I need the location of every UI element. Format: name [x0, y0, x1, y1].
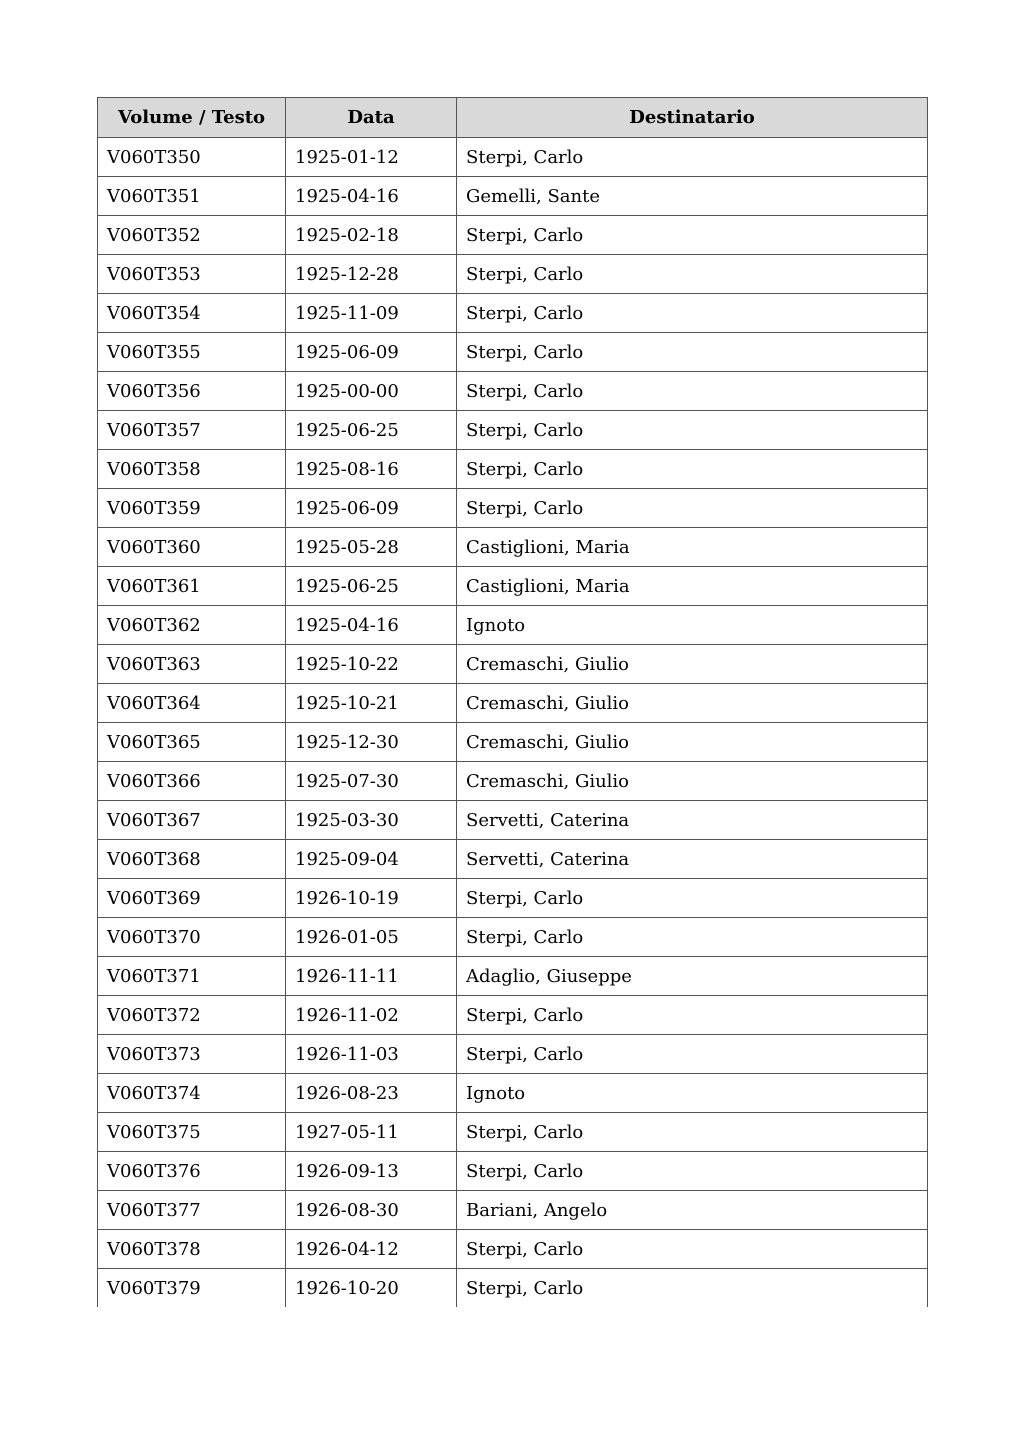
cell-volume: V060T373	[98, 1035, 286, 1074]
cell-date: 1926-04-12	[286, 1230, 457, 1269]
table-row	[98, 138, 928, 177]
cell-recipient: Sterpi, Carlo	[457, 489, 928, 528]
cell-volume: V060T367	[98, 801, 286, 840]
cell-date: 1925-12-28	[286, 255, 457, 294]
table-row	[98, 918, 928, 957]
cell-date: 1926-10-19	[286, 879, 457, 918]
cell-recipient: Sterpi, Carlo	[457, 411, 928, 450]
header-row	[98, 98, 928, 138]
cell-volume: V060T350	[98, 138, 286, 177]
cell-date: 1927-05-11	[286, 1113, 457, 1152]
cell-recipient: Adaglio, Giuseppe	[457, 957, 928, 996]
cell-date: 1926-11-11	[286, 957, 457, 996]
cell-recipient: Gemelli, Sante	[457, 177, 928, 216]
cell-recipient: Sterpi, Carlo	[457, 333, 928, 372]
cell-volume: V060T376	[98, 1152, 286, 1191]
table-row	[98, 489, 928, 528]
cell-date: 1925-04-16	[286, 606, 457, 645]
table-row	[98, 723, 928, 762]
table-row	[98, 372, 928, 411]
cell-date: 1925-07-30	[286, 762, 457, 801]
cell-date: 1925-05-28	[286, 528, 457, 567]
cell-volume: V060T356	[98, 372, 286, 411]
cell-recipient: Bariani, Angelo	[457, 1191, 928, 1230]
cell-recipient: Sterpi, Carlo	[457, 1269, 928, 1308]
cell-recipient: Sterpi, Carlo	[457, 450, 928, 489]
cell-date: 1926-08-23	[286, 1074, 457, 1113]
table-row	[98, 762, 928, 801]
cell-date: 1925-10-21	[286, 684, 457, 723]
cell-recipient: Sterpi, Carlo	[457, 1035, 928, 1074]
cell-recipient: Sterpi, Carlo	[457, 996, 928, 1035]
cell-recipient: Sterpi, Carlo	[457, 138, 928, 177]
cell-recipient: Sterpi, Carlo	[457, 1113, 928, 1152]
cell-recipient: Cremaschi, Giulio	[457, 762, 928, 801]
cell-volume: V060T372	[98, 996, 286, 1035]
cell-volume: V060T363	[98, 645, 286, 684]
cell-date: 1925-08-16	[286, 450, 457, 489]
cell-recipient: Sterpi, Carlo	[457, 255, 928, 294]
cell-recipient: Servetti, Caterina	[457, 801, 928, 840]
cell-date: 1925-06-25	[286, 411, 457, 450]
cell-volume: V060T371	[98, 957, 286, 996]
cell-volume: V060T354	[98, 294, 286, 333]
cell-date: 1926-10-20	[286, 1269, 457, 1308]
cell-date: 1925-03-30	[286, 801, 457, 840]
cell-recipient: Sterpi, Carlo	[457, 294, 928, 333]
cell-date: 1925-11-09	[286, 294, 457, 333]
table-row	[98, 1113, 928, 1152]
table-row	[98, 840, 928, 879]
cell-volume: V060T368	[98, 840, 286, 879]
cell-volume: V060T370	[98, 918, 286, 957]
table-row	[98, 1035, 928, 1074]
cell-date: 1926-01-05	[286, 918, 457, 957]
cell-date: 1925-06-09	[286, 333, 457, 372]
cell-volume: V060T361	[98, 567, 286, 606]
cell-recipient: Sterpi, Carlo	[457, 1230, 928, 1269]
cell-volume: V060T365	[98, 723, 286, 762]
table-row	[98, 567, 928, 606]
cell-recipient: Sterpi, Carlo	[457, 216, 928, 255]
column-header-recipient: Destinatario	[457, 98, 928, 138]
cell-recipient: Cremaschi, Giulio	[457, 723, 928, 762]
cell-recipient: Castiglioni, Maria	[457, 567, 928, 606]
cell-date: 1925-02-18	[286, 216, 457, 255]
cell-recipient: Sterpi, Carlo	[457, 372, 928, 411]
cell-date: 1925-12-30	[286, 723, 457, 762]
cell-date: 1926-11-03	[286, 1035, 457, 1074]
cell-date: 1925-06-09	[286, 489, 457, 528]
cell-recipient: Servetti, Caterina	[457, 840, 928, 879]
table-row	[98, 1269, 928, 1308]
cell-volume: V060T360	[98, 528, 286, 567]
table-row	[98, 411, 928, 450]
table-row	[98, 294, 928, 333]
cell-date: 1926-09-13	[286, 1152, 457, 1191]
column-header-volume: Volume / Testo	[98, 98, 286, 138]
table-row	[98, 645, 928, 684]
cell-recipient: Castiglioni, Maria	[457, 528, 928, 567]
table-row	[98, 957, 928, 996]
cell-recipient: Cremaschi, Giulio	[457, 684, 928, 723]
cell-volume: V060T366	[98, 762, 286, 801]
table-row	[98, 450, 928, 489]
cell-date: 1925-00-00	[286, 372, 457, 411]
cell-recipient: Sterpi, Carlo	[457, 1152, 928, 1191]
cell-volume: V060T374	[98, 1074, 286, 1113]
table-row	[98, 177, 928, 216]
cell-recipient: Sterpi, Carlo	[457, 879, 928, 918]
cell-recipient: Cremaschi, Giulio	[457, 645, 928, 684]
table-row	[98, 1074, 928, 1113]
table-row	[98, 1152, 928, 1191]
cell-date: 1925-04-16	[286, 177, 457, 216]
cell-recipient: Ignoto	[457, 606, 928, 645]
cell-volume: V060T353	[98, 255, 286, 294]
cell-volume: V060T357	[98, 411, 286, 450]
cell-date: 1926-11-02	[286, 996, 457, 1035]
cell-volume: V060T362	[98, 606, 286, 645]
cell-volume: V060T351	[98, 177, 286, 216]
cell-volume: V060T358	[98, 450, 286, 489]
table-row	[98, 879, 928, 918]
table-row	[98, 1230, 928, 1269]
table-body	[98, 138, 928, 1308]
cell-date: 1925-10-22	[286, 645, 457, 684]
table-row	[98, 996, 928, 1035]
cell-date: 1925-01-12	[286, 138, 457, 177]
cell-volume: V060T369	[98, 879, 286, 918]
cell-date: 1926-08-30	[286, 1191, 457, 1230]
cell-recipient: Sterpi, Carlo	[457, 918, 928, 957]
cell-volume: V060T359	[98, 489, 286, 528]
letters-table	[97, 97, 928, 1307]
cell-volume: V060T379	[98, 1269, 286, 1308]
table-row	[98, 684, 928, 723]
cell-volume: V060T377	[98, 1191, 286, 1230]
cell-volume: V060T355	[98, 333, 286, 372]
cell-volume: V060T352	[98, 216, 286, 255]
table-row	[98, 606, 928, 645]
table-row	[98, 255, 928, 294]
cell-volume: V060T364	[98, 684, 286, 723]
table-row	[98, 216, 928, 255]
table-row	[98, 333, 928, 372]
column-header-date: Data	[286, 98, 457, 138]
cell-volume: V060T378	[98, 1230, 286, 1269]
cell-date: 1925-09-04	[286, 840, 457, 879]
cell-volume: V060T375	[98, 1113, 286, 1152]
table-row	[98, 801, 928, 840]
table-row	[98, 528, 928, 567]
cell-date: 1925-06-25	[286, 567, 457, 606]
cell-recipient: Ignoto	[457, 1074, 928, 1113]
table-header	[98, 98, 928, 138]
table-row	[98, 1191, 928, 1230]
